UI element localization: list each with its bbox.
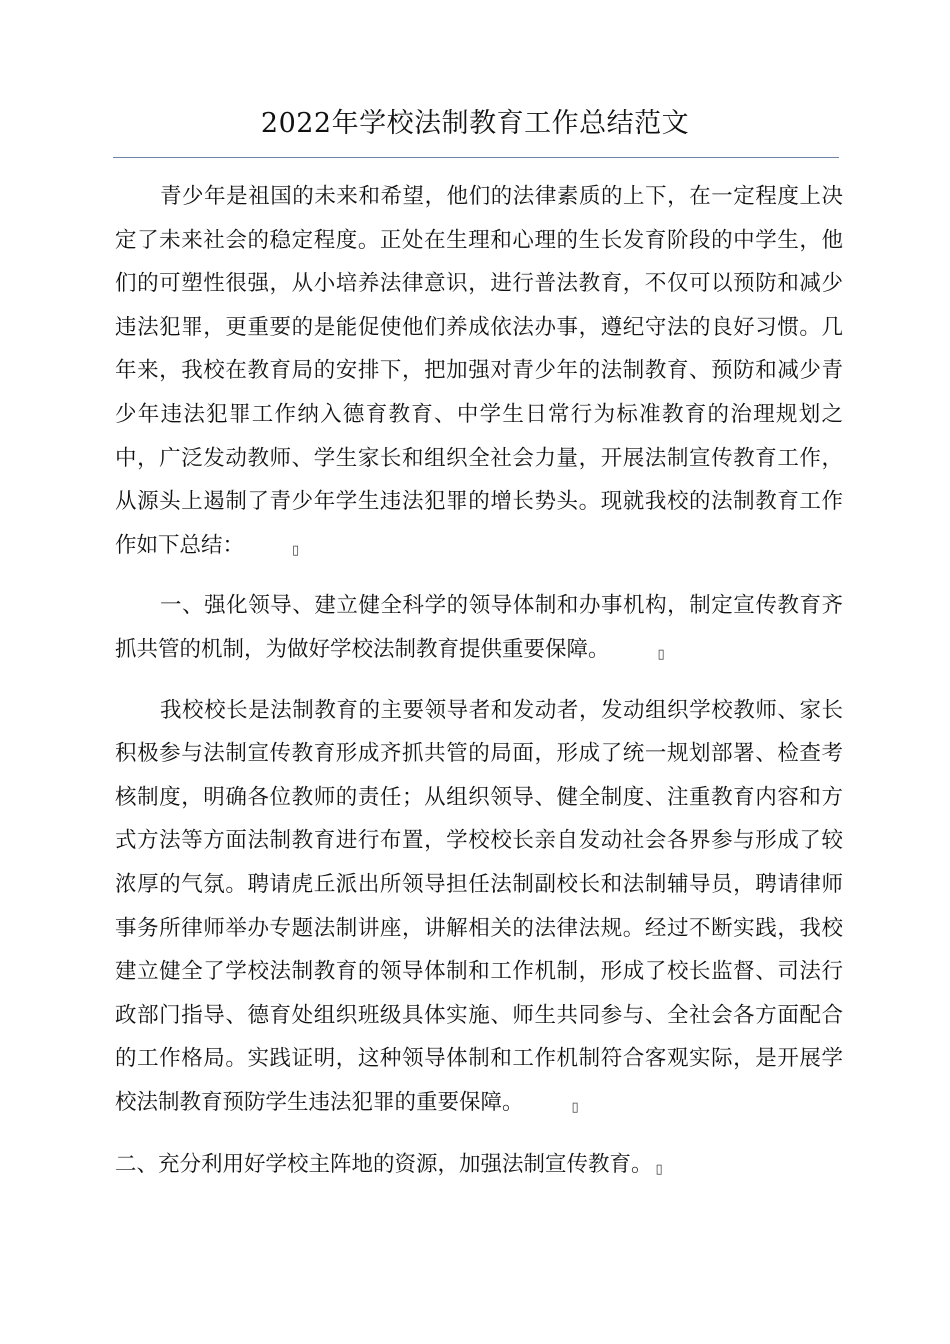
document-body (115, 175, 843, 1192)
title-divider (113, 157, 839, 158)
paragraph-leadership (115, 689, 843, 1130)
paragraph-intro (115, 175, 843, 572)
paragraph-mark-icon: ▯ (292, 542, 300, 558)
paragraph-mark-icon: ▯ (655, 1162, 663, 1178)
section-heading-1 (115, 584, 843, 676)
section-heading-2-text: 二、充分利用好学校主阵地的资源，加强法制宣传教育。 (115, 1152, 653, 1178)
paragraph-leadership-text: 我校校长是法制教育的主要领导者和发动者，发动组织学校教师、家长积极参与法制宣传教育形成齐抓共管的局面，形成了统一规划部署、检查考核制度，明确各位教师的责任；从组织领导、健全制度、注重教育内容和方式方法等方面法制教育进行布置，学校校长亲自发动社会各界参与形成了较浓厚的气氛。聘请虎丘派出所领导担任法制副校长和法制辅导员，聘请律师事务所律师举办专题法制讲座，讲解相关的法律法规。经过不断实践，我校建立健全了学校法制教育的领导体制和工作机制，形成了校长监督、司法行政部门指导、德育处组织班级具体实施、师生共同参与、全社会各方面配合的工作格局。实践证明，这种领导体制和工作机制符合客观实际，是开展学校法制教育预防学生违法犯罪的重要保障。 (115, 697, 843, 1115)
paragraph-mark-icon: ▯ (571, 1099, 579, 1115)
paragraph-mark-icon: ▯ (657, 646, 665, 662)
document-title: 2022年学校法制教育工作总结范文 (260, 108, 690, 139)
section-heading-1-text: 一、强化领导、建立健全科学的领导体制和办事机构，制定宣传教育齐抓共管的机制，为做好学校法制教育提供重要保障。 (115, 593, 843, 662)
paragraph-intro-text: 青少年是祖国的未来和希望，他们的法律素质的上下，在一定程度上决定了未来社会的稳定程度。正处在生理和心理的生长发育阶段的中学生，他们的可塑性很强，从小培养法律意识，进行普法教育，不仅可以预防和减少违法犯罪，更重要的是能促使他们养成依法办事，遵纪守法的良好习惯。几年来，我校在教育局的安排下，把加强对青少年的法制教育、预防和减少青少年违法犯罪工作纳入德育教育、中学生日常行为标准教育的治理规划之中，广泛发动教师、学生家长和组织全社会力量，开展法制宣传教育工作，从源头上遏制了青少年学生违法犯罪的增长势头。现就我校的法制教育工作作如下总结： (115, 184, 843, 558)
section-heading-2 (115, 1143, 843, 1192)
